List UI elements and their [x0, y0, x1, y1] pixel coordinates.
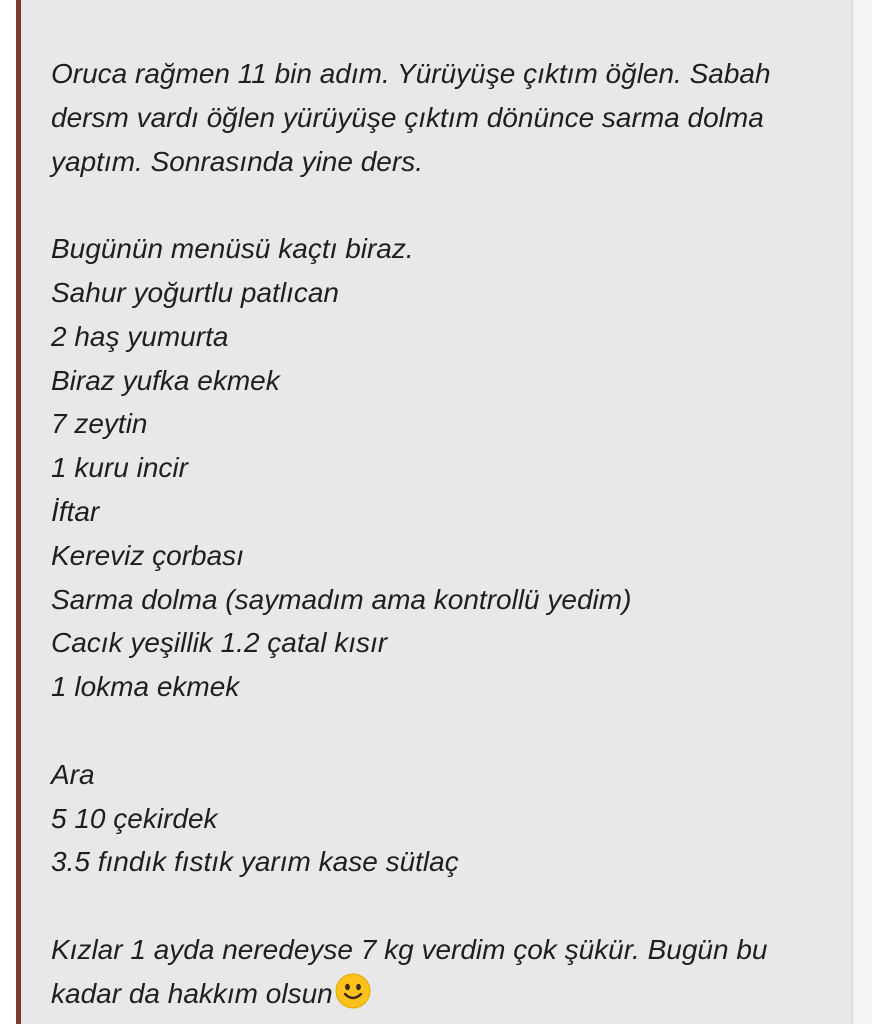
text-line: 1 lokma ekmek	[51, 671, 240, 703]
blank-line	[51, 709, 841, 753]
text-line: 5 10 çekirdek	[51, 802, 218, 834]
text-line: Sarma dolma (saymadım ama kontrollü yedim)	[51, 583, 632, 615]
text-line: Cacık yeşillik 1.2 çatal kısır	[51, 627, 388, 659]
blank-line	[51, 884, 841, 928]
text-line: yaptım. Sonrasında yine ders.	[51, 145, 423, 177]
text-line: Sahur yoğurtlu patlıcan	[51, 276, 339, 308]
text-line: 7 zeytin	[51, 408, 148, 440]
quote-card	[16, 0, 852, 1024]
text-line: 3.5 fındık fıstık yarım kase sütlaç	[51, 846, 459, 878]
last-line-text: kadar da hakkım olsun	[51, 977, 333, 1009]
post-text	[51, 52, 841, 1016]
text-line: dersm vardı öğlen yürüyüşe çıktım dönünce sarma dolma	[51, 101, 764, 133]
scroll-edge	[852, 0, 872, 1024]
text-line: İftar	[51, 495, 100, 527]
slightly-smiling-face-icon	[335, 973, 371, 1022]
text-line: Oruca rağmen 11 bin adım. Yürüyüşe çıktım öğlen. Sabah	[51, 58, 771, 89]
text-line-last	[51, 972, 841, 1016]
text-line: Bugünün menüsü kaçtı biraz.	[51, 233, 414, 265]
text-line: Biraz yufka ekmek	[51, 364, 280, 396]
blank-line	[51, 183, 841, 227]
text-line: Ara	[51, 758, 95, 790]
text-line: 2 haş yumurta	[51, 320, 229, 352]
text-line: 1 kuru incir	[51, 452, 188, 484]
text-line: Kereviz çorbası	[51, 539, 244, 571]
text-line: Kızlar 1 ayda neredeyse 7 kg verdim çok şükür. Bugün bu	[51, 933, 768, 965]
